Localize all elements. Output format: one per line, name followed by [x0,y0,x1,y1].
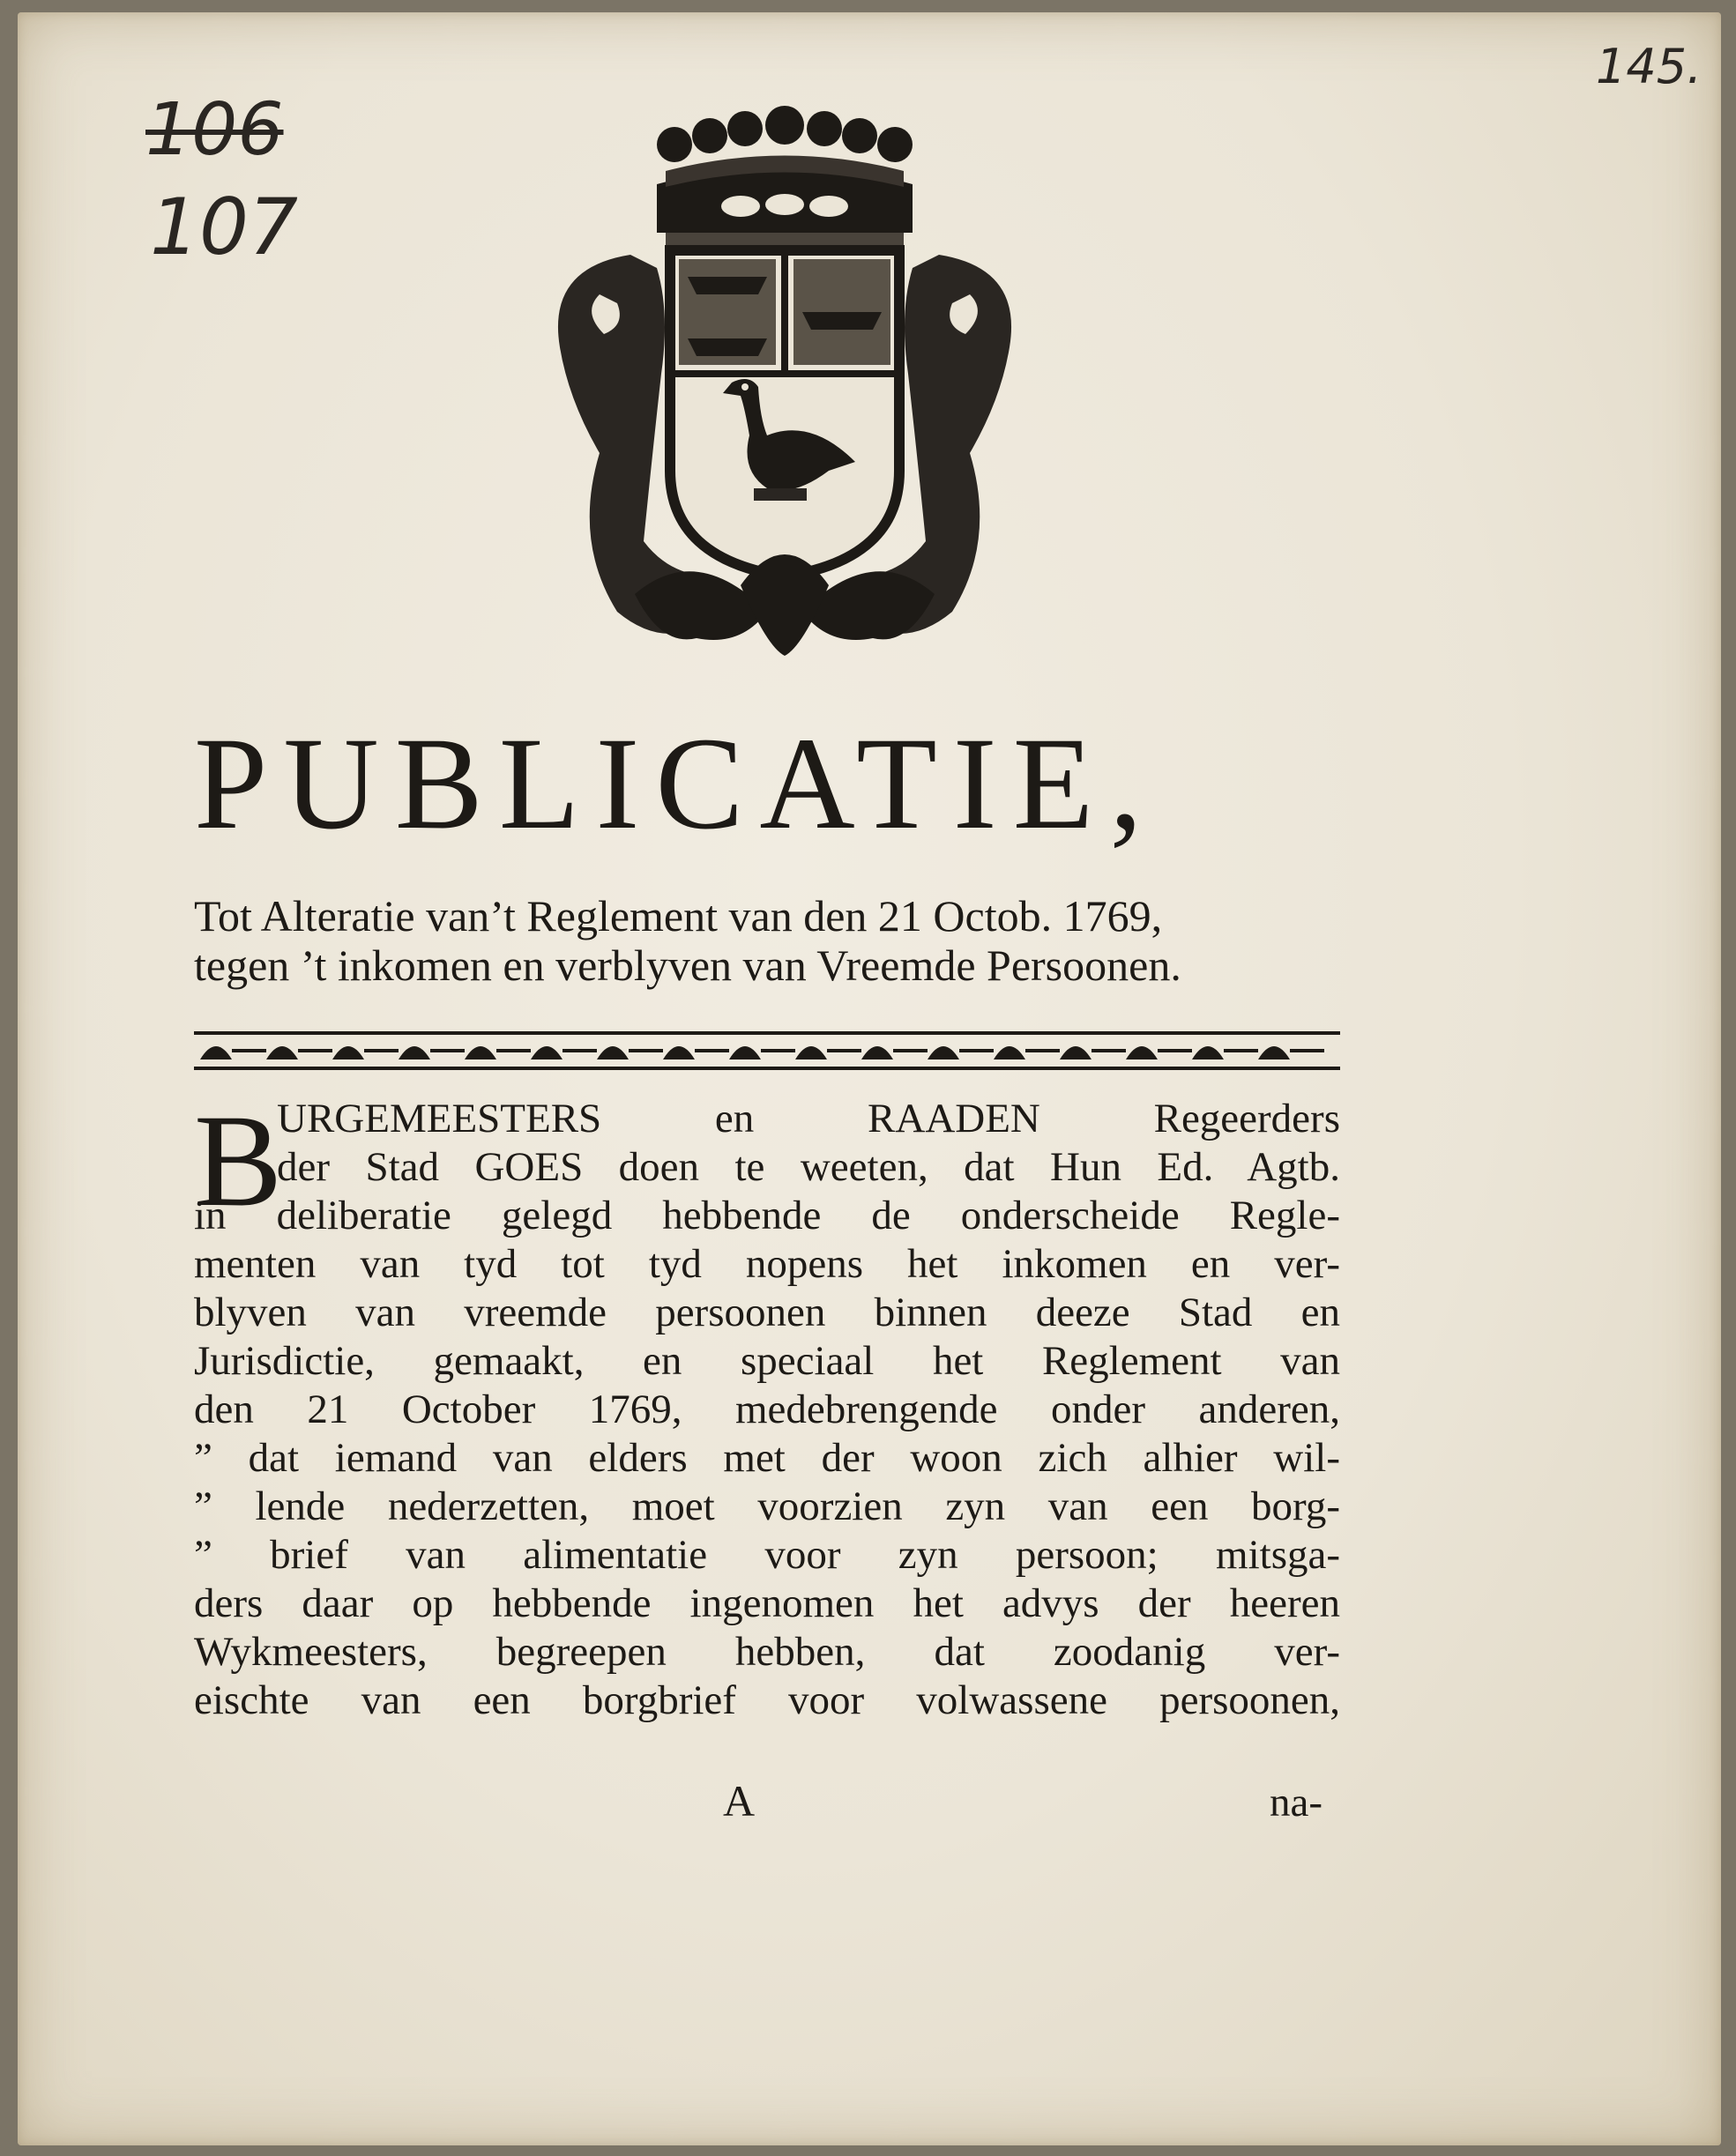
handwritten-page-number: 145. [1596,39,1702,94]
document-page [18,12,1721,2145]
subtitle-line: tegen ’t inkomen en verblyven van Vreemde Persoonen. [194,940,1181,990]
body-line: den 21 October 1769, medebrengende onder anderen, [194,1387,1340,1432]
shell-ornament [1258,1046,1290,1059]
body-line: URGEMEESTERS en RAADEN Regeerders [277,1096,1340,1141]
body-line: ” dat iemand van elders met der woon zich alhier wil- [194,1435,1340,1481]
shell-ornament [928,1046,959,1059]
body-line: der Stad GOES doen te weeten, dat Hun Ed. Agtb. [277,1144,1340,1190]
shell-ornament [1192,1046,1224,1059]
shell-ornament [729,1046,761,1059]
subtitle-line: Tot Alteratie van’t Reglement van den 21 Octob. 1769, [194,891,1163,940]
coat-of-arms-icon [476,83,1093,700]
body-line: Jurisdictie, gemaakt, en speciaal het Reglement van [194,1338,1340,1384]
shell-ornament [465,1046,496,1059]
signature-mark: A [723,1776,756,1825]
body-line: eischte van een borgbrief voor volwassene persoonen, [194,1677,1340,1723]
body-line: ders daar op hebbende ingenomen het advys der heeren [194,1580,1340,1626]
shell-ornament [200,1046,232,1059]
page-title: PUBLICATIE, [194,710,1159,857]
body-line: in deliberatie gelegd hebbende de onderscheide Regle- [194,1193,1340,1238]
catchword: na- [1270,1780,1323,1825]
body-line: ” brief van alimentatie voor zyn persoon; mitsga- [194,1532,1340,1578]
shell-ornament [332,1046,364,1059]
shell-ornament [399,1046,430,1059]
body-line: menten van tyd tot tyd nopens het inkomen en ver- [194,1241,1340,1287]
shell-ornament [994,1046,1025,1059]
shell-ornament [795,1046,827,1059]
body-line: Wykmeesters, begreepen hebben, dat zoodanig ver- [194,1629,1340,1675]
drop-cap: B [194,1088,283,1234]
shell-ornament [531,1046,563,1059]
shell-ornament [266,1046,298,1059]
crown-icon [657,106,913,259]
shell-ornament [1126,1046,1158,1059]
shell-ornament [663,1046,695,1059]
handwritten-number: 107 [150,182,298,272]
ornamental-divider [194,1028,1340,1074]
handwritten-crossed-number: 106 [145,88,284,172]
body-line: blyven van vreemde persoonen binnen deeze Stad en [194,1290,1340,1335]
shell-ornament [861,1046,893,1059]
body-text [194,1088,1340,1725]
body-line: ” lende nederzetten, moet voorzien zyn van een borg- [194,1483,1340,1529]
shell-ornament [597,1046,629,1059]
shell-ornament [1060,1046,1092,1059]
foliage [635,554,935,656]
